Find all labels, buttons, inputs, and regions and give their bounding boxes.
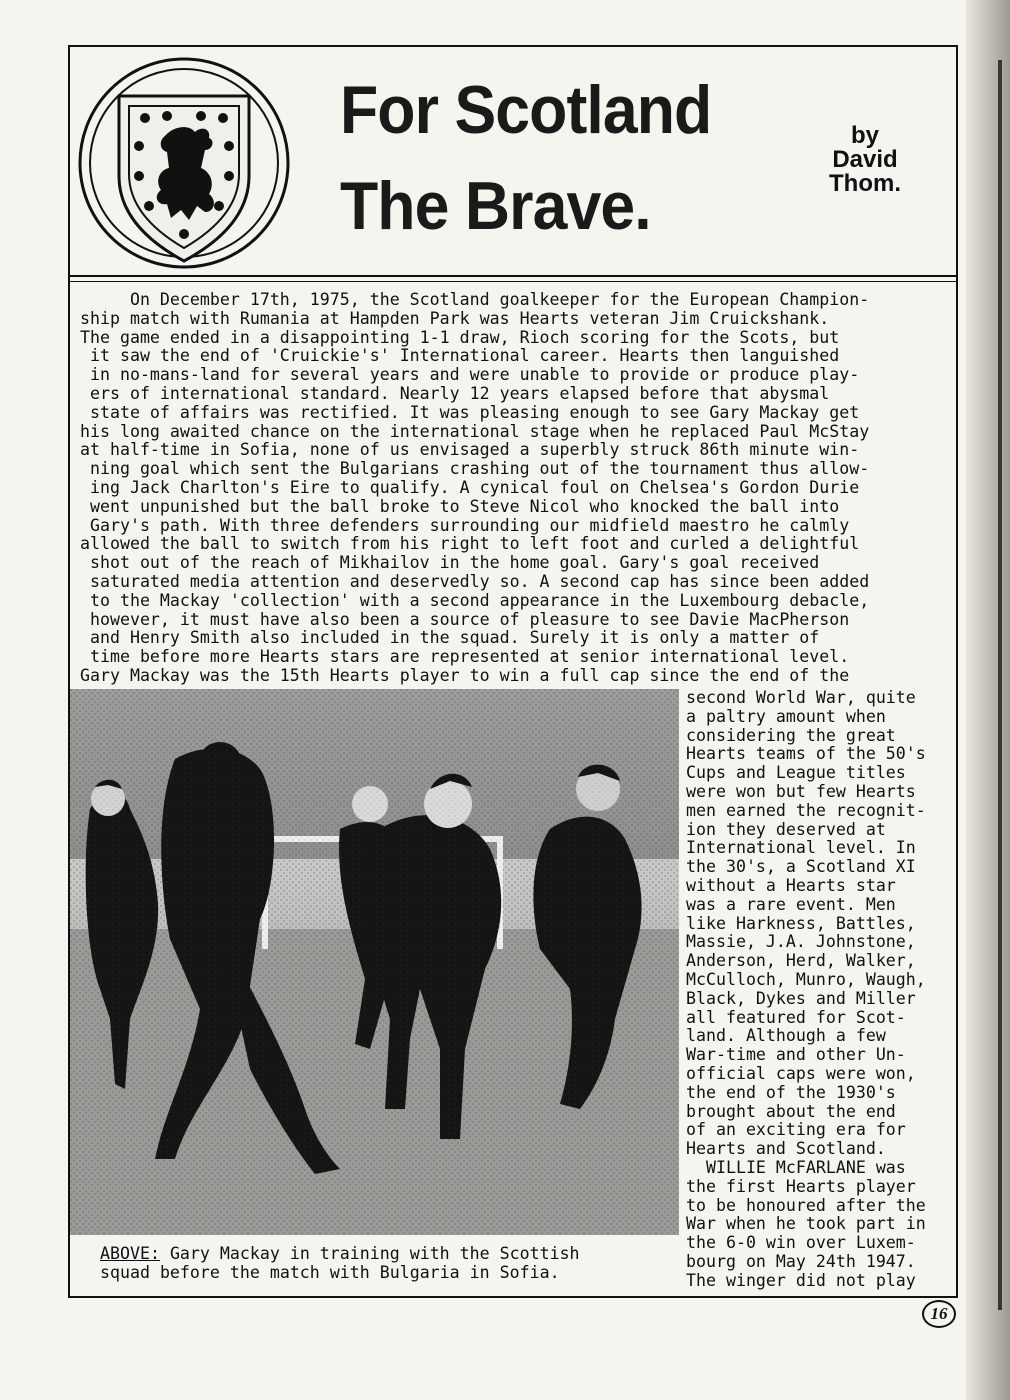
header-divider [68,281,958,282]
text-line: the end of the 1930's [686,1082,896,1102]
text-line: saturated media attention and deservedly so. A second cap has since been added [80,571,870,591]
text-line: Gary Mackay was the 15th Hearts player to win a full cap since the end of the [80,665,850,685]
title-line-2: The Brave. [340,168,651,244]
text-line: to the Mackay 'collection' with a second appearance in the Luxembourg debacle, [80,590,870,610]
text-line: in no-mans-land for several years and were unable to provide or produce play- [80,365,860,385]
text-line: The winger did not play [686,1270,916,1290]
article-title [340,62,711,254]
text-line: The game ended in a disappointing 1-1 draw, Rioch scoring for the Scots, but [80,327,840,347]
text-line: of an exciting era for [686,1120,906,1140]
text-line: ing Jack Charlton's Eire to qualify. A cynical foul on Chelsea's Gordon Durie [80,477,860,497]
caption-lead: ABOVE: [100,1244,160,1263]
text-line: his long awaited chance on the international stage when he replaced Paul McStay [80,421,870,441]
text-line: was a rare event. Men [686,894,896,914]
title-line-1: For Scotland [340,72,712,148]
text-line: International level. In [686,838,916,858]
text-line: ers of international standard. Nearly 12 years elapsed before that abysmal [80,383,830,403]
text-line: and Henry Smith also included in the squad. Surely it is only a matter of [80,628,820,648]
page-gutter-shadow [966,0,1010,1400]
text-line: at half-time in Sofia, none of us envisaged a superbly struck 86th minute win- [80,440,860,460]
text-line: state of affairs was rectified. It was pleasing enough to see Gary Mackay get [80,402,860,422]
page-number: 16 [922,1300,956,1328]
text-line: the 6-0 win over Luxem- [686,1233,916,1253]
text-line: McCulloch, Munro, Waugh, [686,969,926,989]
text-line: men earned the recognit- [686,800,926,820]
text-line: went unpunished but the ball broke to Steve Nicol who knocked the ball into [80,496,840,516]
text-line: official caps were won, [686,1063,916,1083]
byline-first-name: David [832,146,898,173]
caption-line-2: squad before the match with Bulgaria in Sofia. [100,1263,560,1282]
byline-by: by [850,122,879,149]
text-line: without a Hearts star [686,875,896,895]
text-line: the 30's, a Scotland XI [686,857,916,877]
text-line: a paltry amount when [686,706,886,726]
text-line: Massie, J.A. Johnstone, [686,932,916,952]
text-line: War-time and other Un- [686,1045,906,1065]
byline-last-name: Thom. [829,170,901,197]
text-line: second World War, quite [686,688,916,707]
text-line: ship match with Rumania at Hampden Park was Hearts veteran Jim Cruickshank. [80,308,830,328]
text-line: all featured for Scot- [686,1007,906,1027]
text-line: time before more Hearts stars are represented at senior international level. [80,647,850,667]
text-line: WILLIE McFARLANE was [686,1157,906,1177]
text-line: shot out of the reach of Mikhailov in the home goal. Gary's goal received [80,553,820,573]
text-line: land. Although a few [686,1026,886,1046]
text-line: allowed the ball to switch from his right to left foot and curled a delightful [80,534,860,554]
text-line: ning goal which sent the Bulgarians crashing out of the tournament thus allow- [80,459,870,479]
text-line: however, it must have also been a source of pleasure to see Davie MacPherson [80,609,850,629]
text-line: On December 17th, 1975, the Scotland goalkeeper for the European Champion- [80,290,870,309]
text-line: Cups and League titles [686,763,906,783]
text-line: ion they deserved at [686,819,886,839]
scotland-lion-rampant-crest-icon [77,56,291,270]
text-line: considering the great [686,725,896,745]
training-photo [70,689,679,1235]
text-line: it saw the end of 'Cruickie's' International career. Hearts then languished [80,346,840,366]
text-line: like Harkness, Battles, [686,913,916,933]
page-edge-rule [998,60,1002,1310]
text-line: Black, Dykes and Miller [686,988,916,1008]
byline [812,124,918,196]
text-line: Gary's path. With three defenders surrounding our midfield maestro he calmly [80,515,850,535]
text-line: were won but few Hearts [686,781,916,801]
article-side-column [686,689,956,1291]
text-line: Hearts and Scotland. [686,1139,886,1159]
text-line: War when he took part in [686,1214,926,1234]
text-line: to be honoured after the [686,1195,926,1215]
text-line: Anderson, Herd, Walker, [686,951,916,971]
text-line: bourg on May 24th 1947. [686,1251,916,1271]
text-line: the first Hearts player [686,1176,916,1196]
text-line: brought about the end [686,1101,896,1121]
text-line: Hearts teams of the 50's [686,744,926,764]
caption-line-1: Gary Mackay in training with the Scottish [159,1244,580,1263]
photo-caption [100,1244,580,1282]
article-body [80,291,960,686]
